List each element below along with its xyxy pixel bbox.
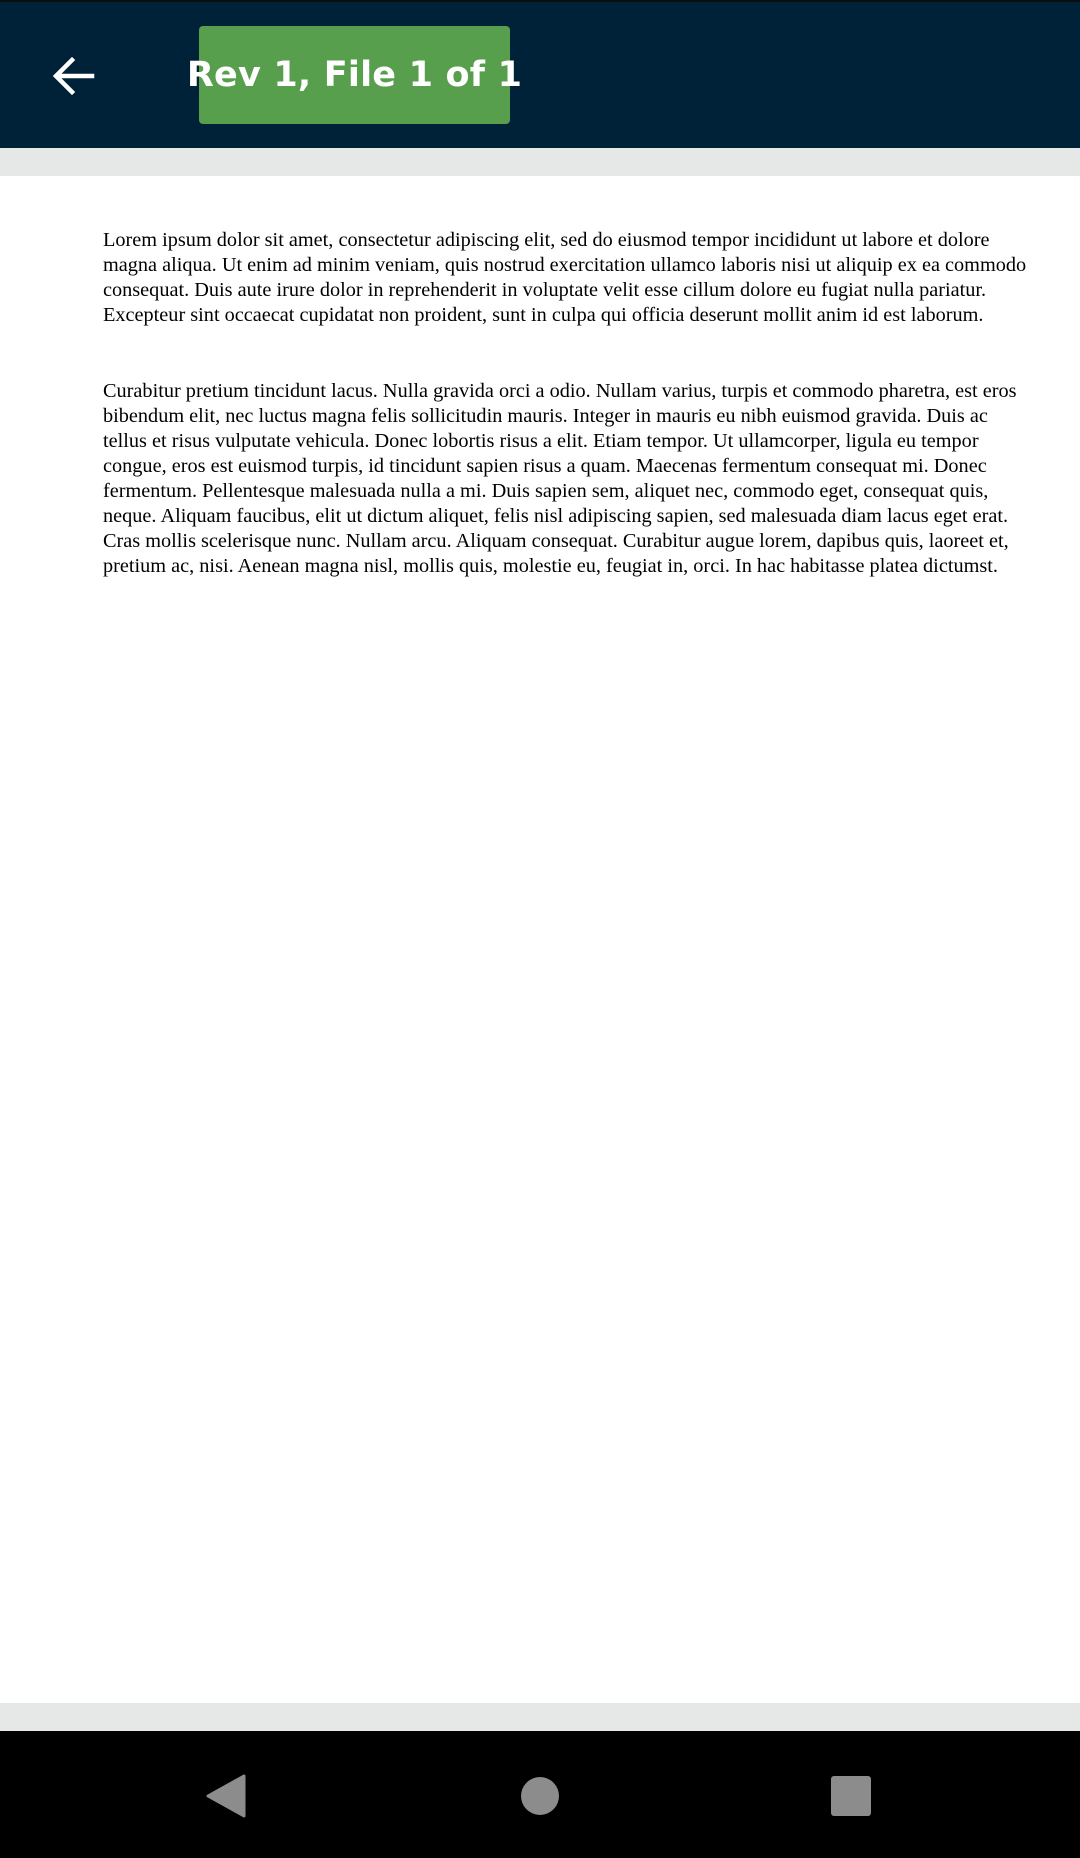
back-button[interactable] (38, 40, 110, 112)
arrow-left-icon (50, 52, 98, 100)
revision-file-badge[interactable]: Rev 1, File 1 of 1 (199, 26, 510, 124)
bottom-gutter (0, 1703, 1080, 1731)
document-paragraph: Lorem ipsum dolor sit amet, consectetur adipiscing elit, sed do eiusmod tempor incididunt ut labore et dolore magna aliqua. Ut enim ad minim veniam, quis nostrud exercitation ullamco laboris nisi ut aliquip ex ea commodo consequat. Duis aute irure dolor in reprehenderit in voluptate velit esse cillum dolore eu fugiat nulla pariatur. Excepteur sint occaecat cupidatat non proident, sunt in culpa qui officia deserunt mollit anim id est laborum. (103, 229, 1027, 326)
top-gutter (0, 148, 1080, 176)
system-back-button[interactable] (181, 1751, 271, 1841)
system-navigation-bar (0, 1731, 1080, 1858)
system-recents-button[interactable] (806, 1751, 896, 1841)
document-viewer[interactable] (0, 176, 1080, 1703)
system-home-button[interactable] (495, 1751, 585, 1841)
triangle-back-icon (204, 1772, 248, 1820)
document-content (103, 228, 1033, 630)
app-bar (0, 0, 1080, 148)
circle-home-icon (519, 1775, 561, 1817)
document-paragraph: Curabitur pretium tincidunt lacus. Nulla gravida orci a odio. Nullam varius, turpis et commodo pharetra, est eros bibendum elit, nec luctus magna felis sollicitudin mauris. Integer in mauris eu nibh euismod gravida. Duis ac tellus et risus vulputate vehicula. Donec lobortis risus a elit. Etiam tempor. Ut ullamcorper, ligula eu tempor congue, eros est euismod turpis, id tincidunt sapien risus a quam. Maecenas fermentum consequat mi. Donec fermentum. Pellentesque malesuada nulla a mi. Duis sapien sem, aliquet nec, commodo eget, consequat quis, neque. Aliquam faucibus, elit ut dictum aliquet, felis nisl adipiscing sapien, sed malesuada diam lacus eget erat. Cras mollis scelerisque nunc. Nullam arcu. Aliquam consequat. Curabitur augue lorem, dapibus quis, laoreet et, pretium ac, nisi. Aenean magna nisl, mollis quis, molestie eu, feugiat in, orci. In hac habitasse platea dictumst. (103, 380, 1017, 577)
square-recents-icon (830, 1775, 872, 1817)
